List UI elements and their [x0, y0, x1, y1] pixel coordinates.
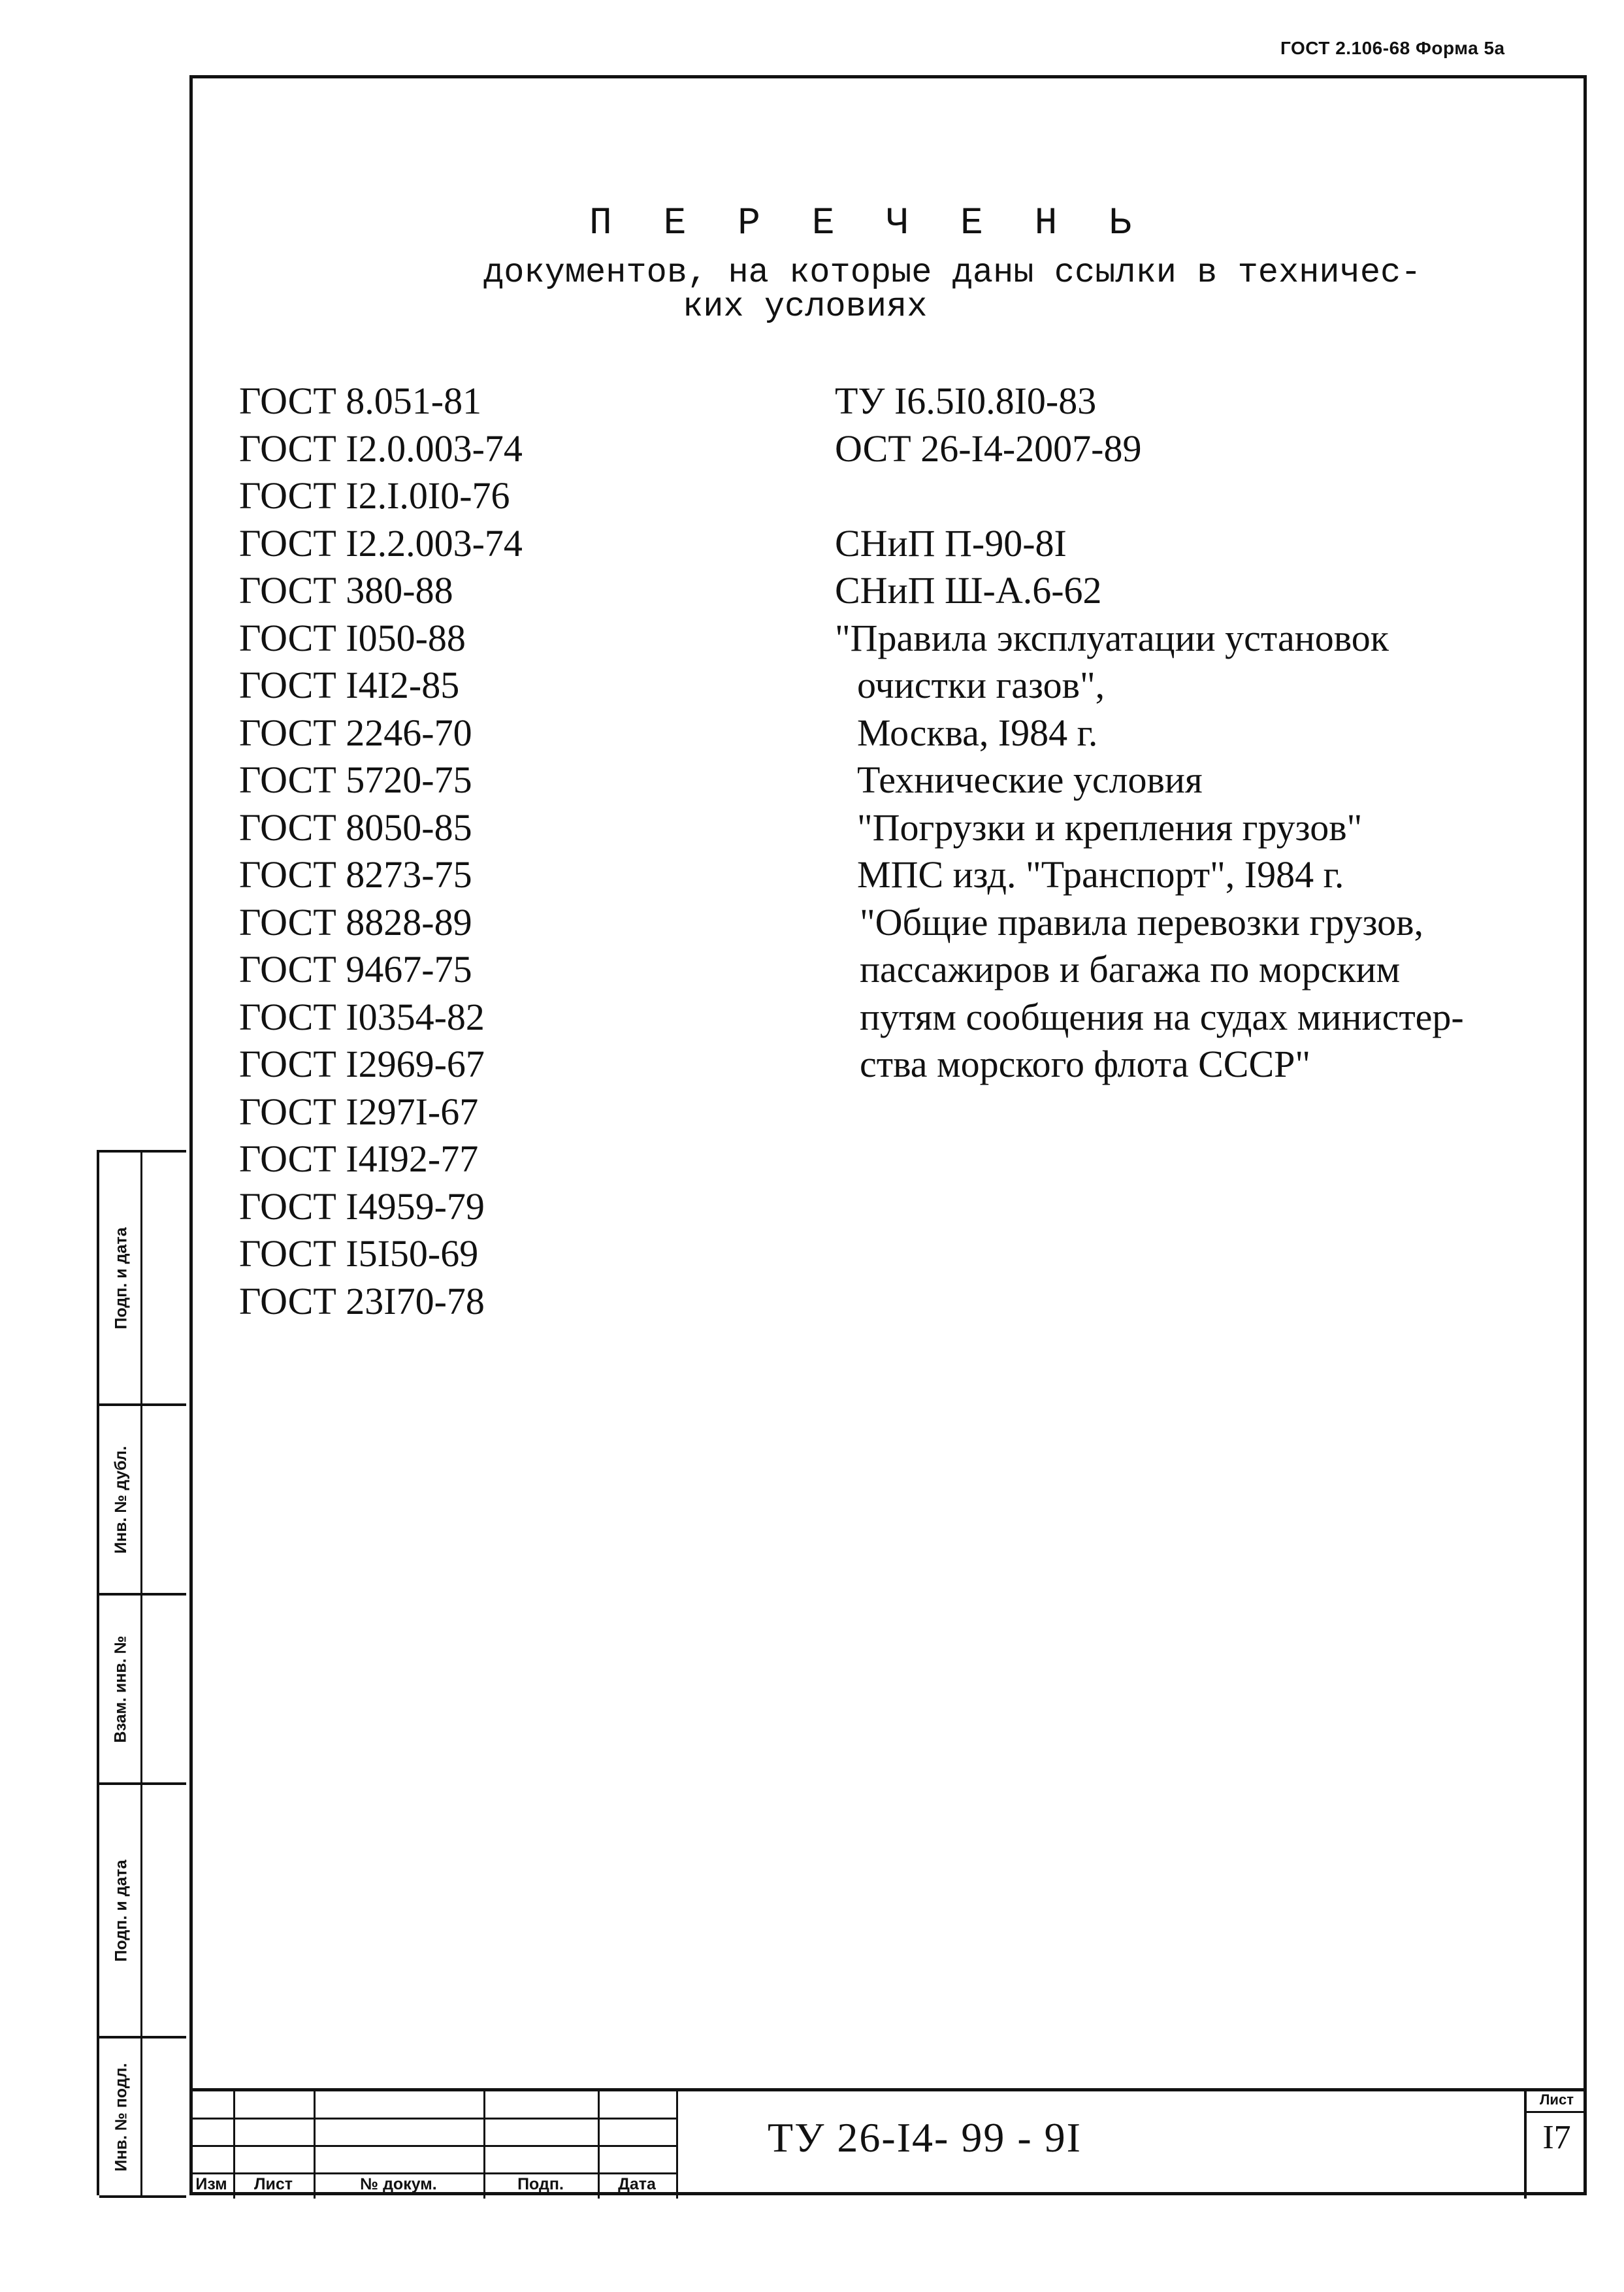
side-label: Подп. и дата: [112, 1226, 131, 1330]
other-docs-list: [835, 378, 1464, 1089]
col-label-izm: Изм: [195, 2175, 227, 2193]
col-label-podp: Подп.: [517, 2175, 564, 2193]
col-label-data: Дата: [618, 2175, 656, 2193]
list-item: пассажиров и багажа по морским: [860, 948, 1401, 990]
document-designation: ТУ 26-I4- 99 - 9I: [768, 2114, 1082, 2161]
title-block: [189, 2088, 1587, 2195]
list-item-snip: СНиП П-90-8I: [835, 521, 1067, 565]
subtitle-line-1: документов, на которые даны ссылки в техничес-: [483, 254, 1421, 292]
side-label: Подп. и дата: [112, 1859, 131, 1962]
side-label: Инв. № подл.: [112, 2063, 131, 2171]
sheet-number: I7: [1542, 2119, 1571, 2156]
list-item: ГОСТ 8.051-81: [239, 380, 482, 422]
list-item: ГОСТ 8828-89: [239, 900, 472, 943]
list-spacer: [835, 472, 1464, 520]
list-item-ost: ОСТ 26-I4-2007-89: [835, 427, 1142, 470]
list-item: ГОСТ I4I92-77: [239, 1138, 479, 1180]
col-label-list: Лист: [253, 2175, 293, 2193]
page-title: П Е Р Е Ч Е Н Ь: [589, 203, 1146, 245]
col-label-nom-dokum: № докум.: [360, 2175, 437, 2193]
title-block-row-line: [189, 2118, 676, 2120]
list-item: ГОСТ 5720-75: [239, 759, 472, 801]
list-item: "Общие правила перевозки грузов,: [860, 900, 1424, 943]
list-item: ГОСТ I297I-67: [239, 1090, 479, 1133]
list-item: ГОСТ I2969-67: [239, 1043, 485, 1085]
side-cell-vzam-inv: [99, 1596, 186, 1785]
side-cell-podp-data-2: [99, 1785, 186, 2038]
side-label: Инв. № дубл.: [112, 1445, 130, 1554]
list-item: ГОСТ 380-88: [239, 569, 453, 612]
list-item: ГОСТ I4959-79: [239, 1185, 485, 1228]
list-item: ГОСТ I2.2.003-74: [239, 521, 523, 565]
list-item: ГОСТ I2.0.003-74: [239, 427, 523, 470]
subtitle-line-2: ких условиях: [683, 287, 928, 326]
list-item: ГОСТ I4I2-85: [239, 664, 460, 706]
title-block-row-line: [189, 2145, 676, 2147]
form-code: ГОСТ 2.106-68 Форма 5а: [1280, 38, 1505, 58]
side-stamp: [97, 1150, 186, 2195]
list-item: очистки газов",: [857, 664, 1105, 706]
list-item: МПС изд. "Транспорт", I984 г.: [857, 853, 1344, 896]
sheet-label: Лист: [1527, 2091, 1587, 2113]
side-label: Взам. инв. №: [112, 1635, 131, 1743]
list-item: ГОСТ 8273-75: [239, 853, 472, 896]
list-item: Технические условия: [857, 759, 1203, 801]
list-item-tu: ТУ I6.5I0.8I0-83: [835, 380, 1097, 422]
page-subtitle: [483, 256, 1421, 324]
list-item: путям сообщения на судах министер-: [860, 995, 1464, 1038]
gost-list: [239, 378, 523, 1325]
sheet-box: [1524, 2091, 1587, 2199]
list-item-snip: СНиП Ш-А.6-62: [835, 569, 1102, 612]
list-item: ГОСТ I5I50-69: [239, 1232, 479, 1275]
list-item: ГОСТ 23I70-78: [239, 1279, 485, 1322]
side-cell-inv-podl: [99, 2038, 186, 2198]
side-cell-podp-data: [99, 1153, 186, 1406]
list-item: ГОСТ 8050-85: [239, 806, 472, 849]
side-cell-inv-dubl: [99, 1406, 186, 1596]
list-item: ства морского флота СССР": [860, 1043, 1311, 1085]
list-item: ГОСТ I050-88: [239, 616, 466, 659]
list-item: ГОСТ 2246-70: [239, 711, 472, 754]
list-item: Москва, I984 г.: [857, 711, 1098, 754]
list-item: "Правила эксплуатации установок: [835, 616, 1389, 659]
title-block-col-line: [676, 2091, 678, 2199]
list-item: ГОСТ I2.I.0I0-76: [239, 474, 510, 517]
title-block-row-line: [189, 2172, 676, 2174]
list-item: "Погрузки и крепления грузов": [857, 806, 1363, 849]
list-item: ГОСТ 9467-75: [239, 948, 472, 990]
list-item: ГОСТ I0354-82: [239, 995, 485, 1038]
